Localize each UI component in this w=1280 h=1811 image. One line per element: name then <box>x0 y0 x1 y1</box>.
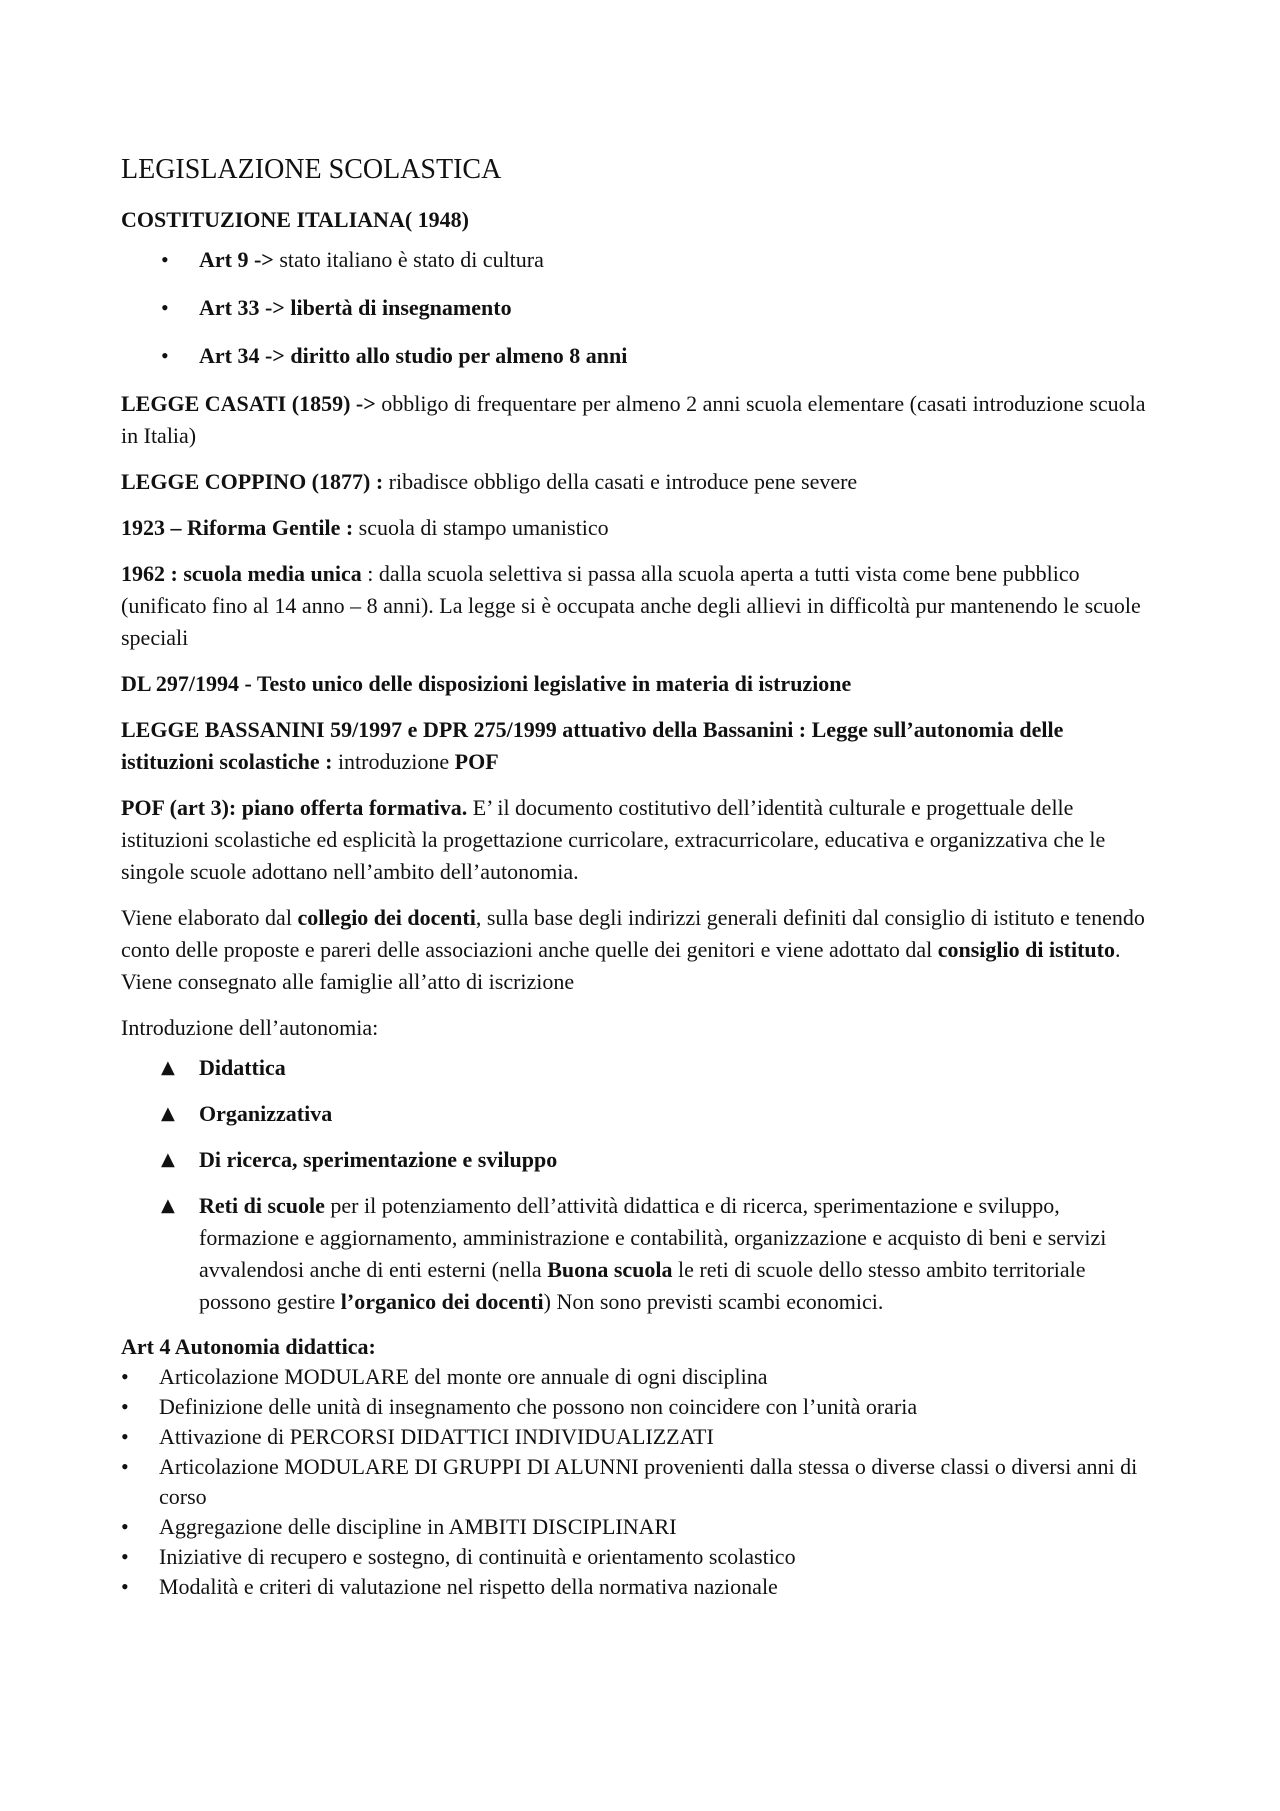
list-item: ▲ Reti di scuole per il potenziamento dell’attività didattica e di ricerca, sperimentazione e sviluppo, formazione e aggiornamento, amministrazione e contabilità, organizzazione e acquisto di beni e servizi avvalendosi anche di enti esterni (nella Buona scuola le reti di scuole dello stesso ambito territoriale possono gestire l’organico dei docenti) Non sono previsti scambi economici. <box>121 1190 1161 1318</box>
autonomia-list <box>121 1052 1161 1318</box>
bullet-icon: • <box>161 295 169 320</box>
costituzione-list <box>121 244 1161 372</box>
list-item: ▲ Di ricerca, sperimentazione e sviluppo <box>121 1144 1161 1176</box>
list-item: • Art 33 -> libertà di insegnamento <box>121 292 1161 324</box>
list-item: • Modalità e criteri di valutazione nel rispetto della normativa nazionale <box>121 1572 1161 1602</box>
legge-bassanini: LEGGE BASSANINI 59/1997 e DPR 275/1999 attuativo della Bassanini : Legge sull’autonomia delle istituzioni scolastiche : introduzione POF <box>121 717 1064 774</box>
autonomia-intro: Introduzione dell’autonomia: <box>121 1015 379 1040</box>
triangle-icon: ▲ <box>161 1103 175 1124</box>
costituzione-heading: COSTITUZIONE ITALIANA( 1948) <box>121 207 469 232</box>
bullet-icon: • <box>161 343 169 368</box>
list-item: • Art 9 -> stato italiano è stato di cultura <box>121 244 1161 276</box>
bullet-icon: • <box>121 1364 129 1389</box>
legge-casati: LEGGE CASATI (1859) -> obbligo di frequentare per almeno 2 anni scuola elementare (casati introduzione scuola in Italia) <box>121 391 1146 448</box>
page-title: LEGISLAZIONE SCOLASTICA <box>121 154 502 185</box>
bullet-icon: • <box>161 247 169 272</box>
riforma-gentile: 1923 – Riforma Gentile : scuola di stampo umanistico <box>121 515 609 540</box>
pof-definition: POF (art 3): piano offerta formativa. E’ il documento costitutivo dell’identità culturale e progettuale delle istituzioni scolastiche ed esplicità la progettazione curricolare, extracurricolare, educativa e organizzativa che le singole scuole adottano nell’ambito dell’autonomia. <box>121 795 1106 884</box>
bullet-icon: • <box>121 1514 129 1539</box>
document-page <box>121 150 1161 1602</box>
bullet-icon: • <box>121 1574 129 1599</box>
triangle-icon: ▲ <box>161 1195 175 1216</box>
scuola-media-unica: 1962 : scuola media unica : dalla scuola selettiva si passa alla scuola aperta a tutti vista come bene pubblico (unificato fino al 14 anno – 8 anni). La legge si è occupata anche degli allievi in difficoltà pur mantenendo le scuole speciali <box>121 561 1141 650</box>
pof-elaborato: Viene elaborato dal collegio dei docenti, sulla base degli indirizzi generali definiti dal consiglio di istituto e tenendo conto delle proposte e pareri delle associazioni anche quelle dei genitori e viene adottato dal consiglio di istituto. Viene consegnato alle famiglie all’atto di iscrizione <box>121 905 1145 994</box>
triangle-icon: ▲ <box>161 1149 175 1170</box>
list-item: • Definizione delle unità di insegnamento che possono non coincidere con l’unità oraria <box>121 1392 1161 1422</box>
art4-list <box>121 1362 1161 1602</box>
dl-297: DL 297/1994 - Testo unico delle disposizioni legislative in materia di istruzione <box>121 671 852 696</box>
bullet-icon: • <box>121 1424 129 1449</box>
art4-heading: Art 4 Autonomia didattica: <box>121 1334 376 1359</box>
list-item: • Attivazione di PERCORSI DIDATTICI INDIVIDUALIZZATI <box>121 1422 1161 1452</box>
legge-coppino: LEGGE COPPINO (1877) : ribadisce obbligo della casati e introduce pene severe <box>121 469 858 494</box>
bullet-icon: • <box>121 1544 129 1569</box>
list-item: ▲ Organizzativa <box>121 1098 1161 1130</box>
triangle-icon: ▲ <box>161 1057 175 1078</box>
list-item: • Articolazione MODULARE del monte ore annuale di ogni disciplina <box>121 1362 1161 1392</box>
list-item: ▲ Didattica <box>121 1052 1161 1084</box>
list-item: • Iniziative di recupero e sostegno, di continuità e orientamento scolastico <box>121 1542 1161 1572</box>
list-item: • Aggregazione delle discipline in AMBITI DISCIPLINARI <box>121 1512 1161 1542</box>
bullet-icon: • <box>121 1454 129 1479</box>
bullet-icon: • <box>121 1394 129 1419</box>
list-item: • Art 34 -> diritto allo studio per almeno 8 anni <box>121 340 1161 372</box>
list-item: • Articolazione MODULARE DI GRUPPI DI ALUNNI provenienti dalla stessa o diverse classi o diversi anni di corso <box>121 1454 1138 1509</box>
